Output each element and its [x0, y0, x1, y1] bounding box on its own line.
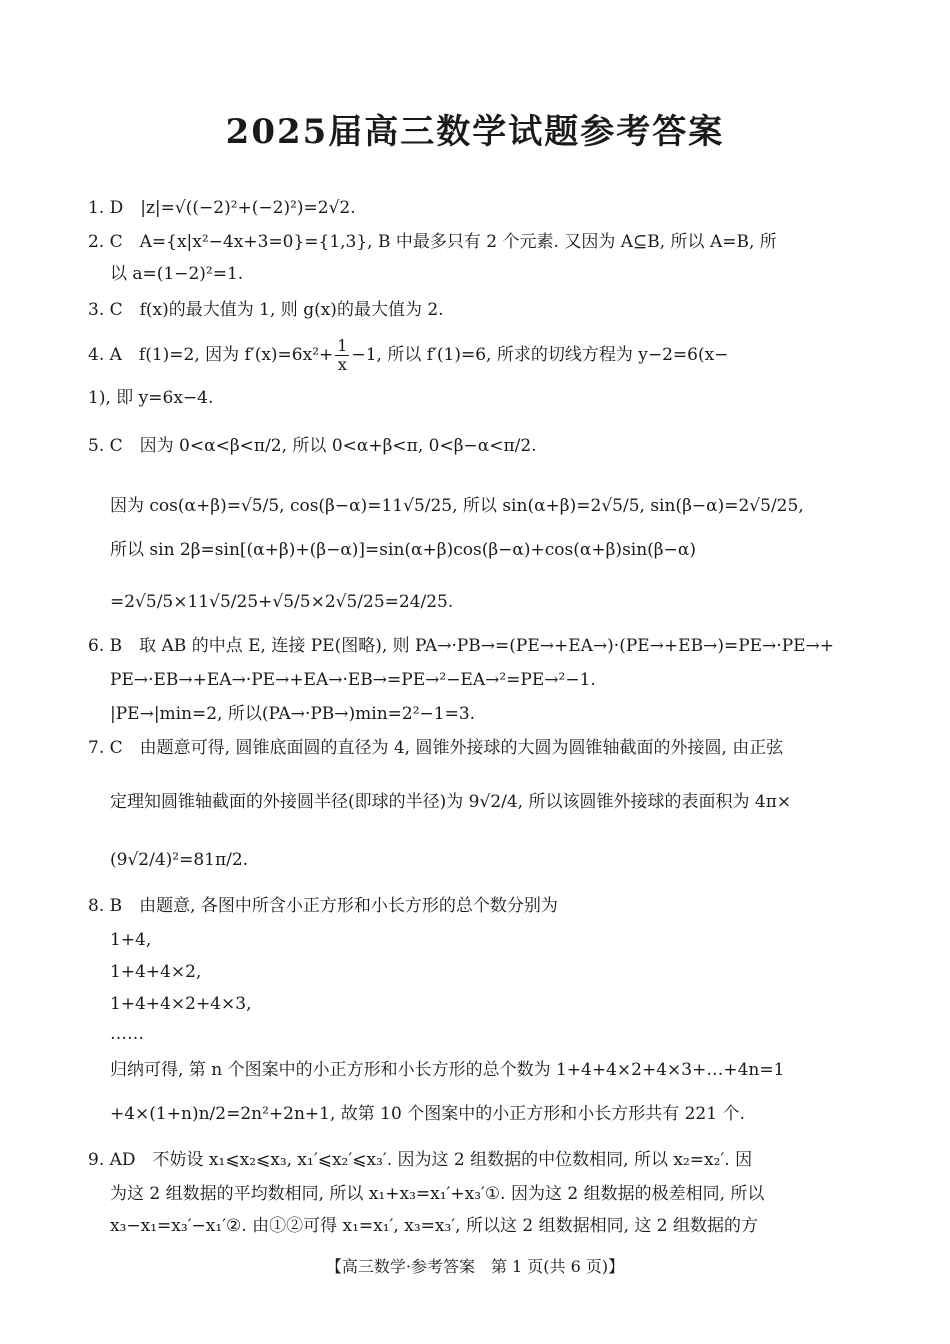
answer-6-line-2: PE→·EB→+EA→·PE→+EA→·EB→=PE→²−EA→²=PE→²−1. — [110, 670, 596, 690]
answer-4-line-1 — [88, 337, 728, 374]
answer-8-line-4: 1+4+4×2+4×3, — [110, 994, 252, 1014]
answer-5-line-4: =2√5/5×11√5/25+√5/5×2√5/25=24/25. — [110, 592, 454, 612]
answer-5-line-3: 所以 sin 2β=sin[(α+β)+(β−α)]=sin(α+β)cos(β−α)+cos(α+β)sin(β−α) — [110, 540, 696, 560]
answer-6-line-1: 6. B 取 AB 的中点 E, 连接 PE(图略), 则 PA→·PB→=(PE→+EA→)·(PE→+EB→)=PE→·PE→+ — [88, 636, 835, 656]
answer-8-line-5: …… — [110, 1024, 144, 1044]
answer-5-line-2: 因为 cos(α+β)=√5/5, cos(β−α)=11√5/25, 所以 sin(α+β)=2√5/5, sin(β−α)=2√5/25, — [110, 496, 804, 516]
answer-8-line-2: 1+4, — [110, 930, 152, 950]
answer-9-line-3: x₃−x₁=x₃′−x₁′②. 由①②可得 x₁=x₁′, x₃=x₃′, 所以这 2 组数据相同, 这 2 组数据的方 — [110, 1216, 758, 1236]
fraction-denominator: x — [337, 355, 347, 374]
answer-7-line-3: (9√2/4)²=81π/2. — [110, 850, 249, 870]
answer-5-line-1: 5. C 因为 0<α<β<π/2, 所以 0<α+β<π, 0<β−α<π/2. — [88, 436, 537, 456]
answer-3: 3. C f(x)的最大值为 1, 则 g(x)的最大值为 2. — [88, 300, 444, 320]
answer-9-line-2: 为这 2 组数据的平均数相同, 所以 x₁+x₃=x₁′+x₃′①. 因为这 2 组数据的极差相同, 所以 — [110, 1184, 765, 1204]
answer-8-line-1: 8. B 由题意, 各图中所含小正方形和小长方形的总个数分别为 — [88, 896, 558, 916]
answer-4-pre: 4. A f(1)=2, 因为 f′(x)=6x²+ — [88, 345, 334, 365]
answer-7-line-2: 定理知圆锥轴截面的外接圆半径(即球的半径)为 9√2/4, 所以该圆锥外接球的表面积为 4π× — [110, 792, 792, 812]
page-title: 2025届高三数学试题参考答案 — [225, 112, 725, 152]
answer-1: 1. D |z|=√((−2)²+(−2)²)=2√2. — [88, 198, 356, 218]
answer-8-line-6: 归纳可得, 第 n 个图案中的小正方形和小长方形的总个数为 1+4+4×2+4×3+…+4n=1 — [110, 1060, 785, 1080]
answer-2-line-2: 以 a=(1−2)²=1. — [110, 264, 244, 284]
answer-2-line-1: 2. C A={x|x²−4x+3=0}={1,3}, B 中最多只有 2 个元素. 又因为 A⊆B, 所以 A=B, 所 — [88, 232, 777, 252]
answer-9-line-1: 9. AD 不妨设 x₁⩽x₂⩽x₃, x₁′⩽x₂′⩽x₃′. 因为这 2 组数据的中位数相同, 所以 x₂=x₂′. 因 — [88, 1150, 753, 1170]
answer-4-fraction — [335, 337, 349, 374]
answer-4-line-2: 1), 即 y=6x−4. — [88, 388, 214, 408]
answer-7-line-1: 7. C 由题意可得, 圆锥底面圆的直径为 4, 圆锥外接球的大圆为圆锥轴截面的外接圆, 由正弦 — [88, 738, 784, 758]
page-footer: 【高三数学·参考答案 第 1 页(共 6 页)】 — [325, 1257, 625, 1276]
answer-6-line-3: |PE→|min=2, 所以(PA→·PB→)min=2²−1=3. — [110, 704, 476, 724]
answer-4-post: −1, 所以 f′(1)=6, 所求的切线方程为 y−2=6(x− — [351, 345, 729, 365]
answer-8-line-7: +4×(1+n)n/2=2n²+2n+1, 故第 10 个图案中的小正方形和小长方形共有 221 个. — [110, 1104, 745, 1124]
fraction-numerator: 1 — [337, 336, 348, 355]
answer-8-line-3: 1+4+4×2, — [110, 962, 202, 982]
